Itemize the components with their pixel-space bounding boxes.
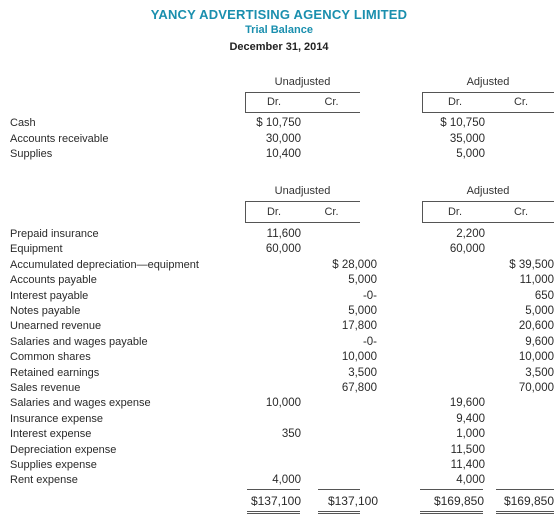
a-cr-underline: [488, 112, 554, 113]
amount-u-cr: -0-: [362, 335, 377, 348]
account-name: Salaries and wages payable: [10, 335, 148, 348]
u-dr-total: $137,100: [250, 494, 301, 508]
report-date: December 31, 2014: [229, 41, 329, 53]
account-name: Interest expense: [10, 428, 92, 441]
table-row: [0, 413, 558, 426]
amount-a-dr: 4,000: [456, 474, 485, 487]
u-cr-underline: [303, 112, 360, 113]
amount-u-cr: 10,000: [341, 351, 377, 364]
amount-u-dr: $ 10,750: [256, 117, 301, 129]
amount-u-cr: 5,000: [348, 274, 377, 287]
u-cr-header-2: Cr.: [324, 206, 339, 218]
account-name: Retained earnings: [10, 366, 100, 379]
u-dr-underline-2: [245, 222, 303, 223]
u-dr-left-rule-2: [245, 202, 246, 222]
unadjusted-header: Unadjusted: [274, 76, 331, 88]
amount-a-cr: 70,000: [518, 382, 554, 394]
u-dr-total-double-2: [247, 513, 300, 514]
a-dr-left-rule: [422, 93, 423, 112]
amount-a-dr: 2,200: [456, 228, 485, 240]
table-row: [0, 428, 558, 441]
a-dr-total-rule: [420, 489, 483, 490]
amount-u-dr: 350: [281, 428, 301, 441]
account-name: Insurance expense: [10, 412, 103, 425]
u-cr-total: $137,100: [327, 494, 378, 508]
a-cr-total-double-1: [496, 511, 554, 512]
a-dr-total: $169,850: [433, 494, 484, 508]
a-dr-left-rule-2: [422, 202, 423, 222]
amount-u-dr: 60,000: [265, 243, 301, 256]
amount-a-cr: 3,500: [525, 366, 554, 379]
table-row: [0, 117, 558, 130]
a-cr-total-double-2: [496, 513, 554, 514]
account-name: Interest payable: [10, 289, 89, 302]
amount-u-cr: 17,800: [341, 320, 377, 333]
table-row: [0, 243, 558, 256]
amount-a-cr: 10,000: [518, 351, 554, 364]
table-row: [0, 148, 558, 161]
table-row: [0, 336, 558, 349]
table-row: [0, 351, 558, 364]
a-dr-total-double-2: [420, 513, 483, 514]
amount-u-dr: 11,600: [266, 228, 301, 240]
adjusted-header: Adjusted: [466, 76, 510, 88]
amount-a-cr: 650: [534, 289, 554, 302]
a-dr-underline-2: [422, 222, 488, 223]
amount-u-dr: 4,000: [272, 474, 301, 487]
a-dr-header-2: Dr.: [447, 206, 463, 218]
a-cr-underline-2: [488, 222, 554, 223]
a-cr-total-rule: [496, 489, 554, 490]
company-name: YANCY ADVERTISING AGENCY LIMITED: [150, 7, 408, 22]
account-name: Supplies expense: [10, 459, 97, 471]
u-dr-total-rule: [247, 489, 300, 490]
table-row: [0, 367, 558, 380]
account-name: Salaries and wages expense: [10, 397, 151, 410]
table-row: [0, 305, 558, 318]
table-row: [0, 459, 558, 472]
table-row: [0, 274, 558, 287]
u-dr-left-rule: [245, 93, 246, 112]
account-name: Sales revenue: [10, 382, 81, 394]
account-name: Supplies: [10, 148, 53, 160]
amount-a-dr: 11,500: [450, 443, 485, 456]
amount-u-cr: 67,800: [341, 382, 377, 394]
table-row: [0, 397, 558, 410]
table-row: [0, 474, 558, 487]
unadjusted-header-2: Unadjusted: [274, 185, 331, 197]
u-dr-header-2: Dr.: [266, 206, 282, 218]
account-name: Rent expense: [10, 474, 78, 487]
report-title: Trial Balance: [245, 24, 313, 36]
u-dr-total-double-1: [247, 511, 300, 512]
amount-u-cr: 5,000: [348, 305, 377, 317]
amount-a-cr: 5,000: [525, 305, 554, 317]
table-row: [0, 382, 558, 395]
account-name: Cash: [10, 117, 36, 129]
amount-u-cr: -0-: [362, 289, 377, 302]
table-row: [0, 133, 558, 146]
a-dr-total-double-1: [420, 511, 483, 512]
amount-a-dr: 11,400: [450, 459, 485, 471]
account-name: Accumulated depreciation—equipment: [10, 258, 199, 271]
amount-a-cr: 11,000: [519, 274, 554, 287]
amount-a-cr: 9,600: [525, 335, 554, 348]
unadjusted-header-rule: [245, 92, 360, 93]
amount-a-dr: 1,000: [456, 428, 485, 441]
amount-a-dr: 19,600: [449, 397, 485, 410]
account-name: Equipment: [10, 243, 63, 256]
amount-u-dr: 10,000: [265, 397, 301, 410]
amount-a-dr: 5,000: [456, 148, 485, 160]
a-dr-underline: [422, 112, 488, 113]
u-cr-total-double-1: [318, 511, 360, 512]
table-row: [0, 444, 558, 457]
adjusted-header-rule: [422, 92, 554, 93]
amount-u-dr: 10,400: [265, 148, 301, 160]
account-name: Common shares: [10, 351, 91, 364]
amount-a-dr: 9,400: [456, 412, 485, 425]
account-name: Accounts receivable: [10, 132, 109, 145]
u-dr-header: Dr.: [266, 96, 282, 108]
a-cr-header: Cr.: [513, 96, 529, 108]
u-cr-total-rule: [318, 489, 360, 490]
unadjusted-header-rule-2: [245, 201, 360, 202]
amount-a-cr: 20,600: [518, 320, 554, 333]
account-name: Prepaid insurance: [10, 228, 99, 240]
a-dr-header: Dr.: [447, 96, 463, 108]
account-name: Unearned revenue: [10, 320, 102, 333]
amount-a-dr: $ 10,750: [440, 117, 485, 129]
u-cr-header: Cr.: [324, 96, 339, 108]
amount-u-dr: 30,000: [265, 132, 301, 145]
amount-u-cr: 3,500: [348, 366, 377, 379]
table-row: [0, 259, 558, 272]
u-cr-total-double-2: [318, 513, 360, 514]
adjusted-header-2: Adjusted: [466, 185, 510, 197]
account-name: Accounts payable: [10, 274, 97, 287]
adjusted-header-rule-2: [422, 201, 554, 202]
a-cr-total: $169,850: [503, 494, 554, 508]
a-cr-header-2: Cr.: [513, 206, 529, 218]
amount-a-dr: 60,000: [449, 243, 485, 256]
table-row: [0, 290, 558, 303]
u-cr-underline-2: [303, 222, 360, 223]
amount-a-dr: 35,000: [449, 132, 485, 145]
account-name: Notes payable: [10, 305, 81, 317]
account-name: Depreciation expense: [10, 443, 117, 456]
table-row: [0, 320, 558, 333]
amount-u-cr: $ 28,000: [332, 258, 377, 271]
u-dr-underline: [245, 112, 303, 113]
amount-a-cr: $ 39,500: [509, 258, 554, 271]
table-row: [0, 228, 558, 241]
